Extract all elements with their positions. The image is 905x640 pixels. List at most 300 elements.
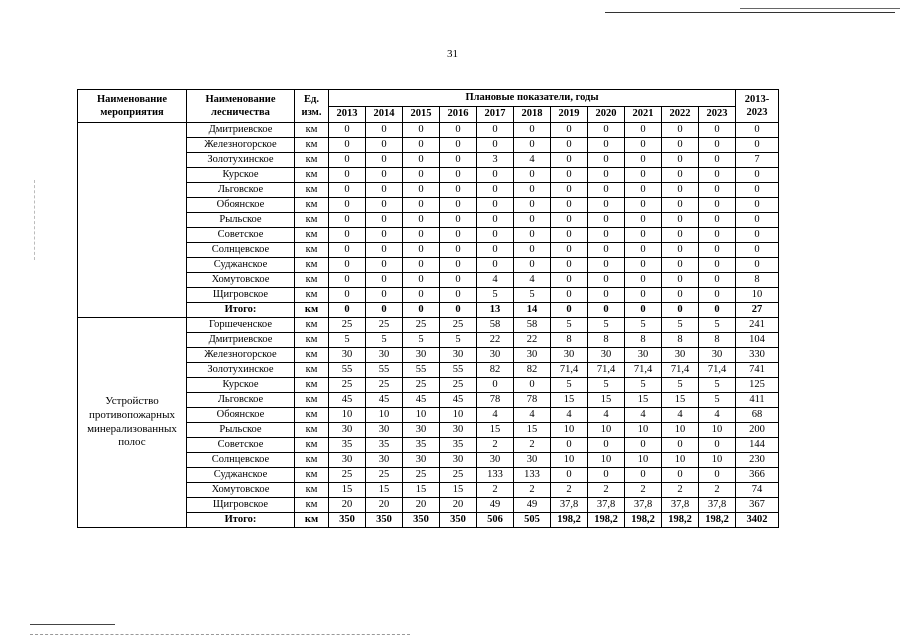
value-cell: 4 (514, 408, 551, 423)
value-cell: 133 (514, 468, 551, 483)
value-cell: 0 (662, 258, 699, 273)
value-cell: 0 (329, 183, 366, 198)
value-cell: 0 (514, 258, 551, 273)
value-cell: 10 (588, 453, 625, 468)
row-total-cell: 741 (736, 363, 779, 378)
value-cell: 0 (440, 228, 477, 243)
value-cell: 35 (403, 438, 440, 453)
value-cell: 0 (403, 288, 440, 303)
total-value-cell: 0 (625, 303, 662, 318)
forestry-name: Рыльское (187, 213, 295, 228)
value-cell: 0 (662, 288, 699, 303)
value-cell: 0 (662, 243, 699, 258)
value-cell: 30 (440, 423, 477, 438)
value-cell: 0 (588, 198, 625, 213)
forestry-name: Обоянское (187, 198, 295, 213)
value-cell: 0 (662, 213, 699, 228)
page-number: 31 (447, 48, 458, 60)
grand-total-cell: 3402 (736, 513, 779, 528)
forestry-name: Обоянское (187, 408, 295, 423)
value-cell: 0 (366, 198, 403, 213)
value-cell: 0 (551, 228, 588, 243)
total-value-cell: 198,2 (551, 513, 588, 528)
header-year: 2014 (366, 107, 403, 123)
value-cell: 10 (625, 453, 662, 468)
value-cell: 0 (329, 123, 366, 138)
value-cell: 0 (403, 123, 440, 138)
value-cell: 4 (477, 408, 514, 423)
unit-cell: км (295, 228, 329, 243)
scan-margin-marks (34, 180, 37, 260)
value-cell: 30 (403, 423, 440, 438)
value-cell: 20 (366, 498, 403, 513)
value-cell: 0 (329, 258, 366, 273)
value-cell: 2 (514, 438, 551, 453)
value-cell: 78 (477, 393, 514, 408)
value-cell: 0 (551, 288, 588, 303)
value-cell: 0 (514, 378, 551, 393)
row-total-cell: 230 (736, 453, 779, 468)
unit-cell: км (295, 198, 329, 213)
value-cell: 8 (662, 333, 699, 348)
value-cell: 0 (588, 168, 625, 183)
value-cell: 0 (699, 123, 736, 138)
value-cell: 30 (699, 348, 736, 363)
value-cell: 2 (514, 483, 551, 498)
total-value-cell: 198,2 (625, 513, 662, 528)
value-cell: 37,8 (551, 498, 588, 513)
value-cell: 4 (477, 273, 514, 288)
forestry-name: Советское (187, 438, 295, 453)
value-cell: 0 (514, 183, 551, 198)
value-cell: 30 (366, 348, 403, 363)
value-cell: 0 (551, 123, 588, 138)
value-cell: 30 (551, 348, 588, 363)
value-cell: 45 (329, 393, 366, 408)
value-cell: 0 (514, 123, 551, 138)
value-cell: 2 (662, 483, 699, 498)
value-cell: 0 (514, 138, 551, 153)
unit-cell: км (295, 213, 329, 228)
unit-cell: км (295, 303, 329, 318)
value-cell: 37,8 (699, 498, 736, 513)
header-year: 2015 (403, 107, 440, 123)
header-year: 2019 (551, 107, 588, 123)
row-total-cell: 10 (736, 288, 779, 303)
unit-cell: км (295, 438, 329, 453)
row-total-cell: 0 (736, 123, 779, 138)
value-cell: 0 (662, 438, 699, 453)
value-cell: 0 (366, 273, 403, 288)
value-cell: 10 (440, 408, 477, 423)
unit-cell: км (295, 468, 329, 483)
forestry-name: Льговское (187, 393, 295, 408)
value-cell: 5 (440, 333, 477, 348)
value-cell: 8 (625, 333, 662, 348)
value-cell: 71,4 (662, 363, 699, 378)
forestry-name: Рыльское (187, 423, 295, 438)
value-cell: 25 (366, 468, 403, 483)
value-cell: 30 (662, 348, 699, 363)
activity-name: Устройство противопожарных минерализованных полос (78, 318, 187, 528)
total-value-cell: 350 (403, 513, 440, 528)
value-cell: 0 (366, 243, 403, 258)
value-cell: 5 (551, 378, 588, 393)
value-cell: 2 (625, 483, 662, 498)
value-cell: 2 (588, 483, 625, 498)
value-cell: 0 (477, 123, 514, 138)
value-cell: 0 (514, 198, 551, 213)
forestry-name: Золотухинское (187, 153, 295, 168)
value-cell: 0 (440, 273, 477, 288)
unit-cell: км (295, 513, 329, 528)
value-cell: 5 (699, 393, 736, 408)
value-cell: 10 (662, 453, 699, 468)
value-cell: 0 (699, 168, 736, 183)
header-forestry: Наименование лесничества (187, 90, 295, 123)
value-cell: 0 (366, 183, 403, 198)
value-cell: 0 (440, 258, 477, 273)
value-cell: 0 (662, 468, 699, 483)
value-cell: 0 (699, 438, 736, 453)
value-cell: 30 (403, 348, 440, 363)
value-cell: 0 (662, 153, 699, 168)
value-cell: 55 (366, 363, 403, 378)
value-cell: 0 (477, 213, 514, 228)
forestry-name: Дмитриевское (187, 123, 295, 138)
value-cell: 0 (329, 228, 366, 243)
value-cell: 0 (403, 273, 440, 288)
value-cell: 5 (625, 318, 662, 333)
unit-cell: км (295, 408, 329, 423)
total-value-cell: 0 (551, 303, 588, 318)
value-cell: 30 (440, 453, 477, 468)
value-cell: 10 (551, 453, 588, 468)
value-cell: 22 (514, 333, 551, 348)
value-cell: 0 (588, 258, 625, 273)
header-year: 2020 (588, 107, 625, 123)
value-cell: 0 (588, 273, 625, 288)
unit-cell: км (295, 288, 329, 303)
value-cell: 25 (403, 378, 440, 393)
value-cell: 0 (329, 288, 366, 303)
value-cell: 0 (366, 258, 403, 273)
value-cell: 4 (514, 273, 551, 288)
total-value-cell: 198,2 (662, 513, 699, 528)
total-value-cell: 14 (514, 303, 551, 318)
value-cell: 5 (699, 378, 736, 393)
unit-cell: км (295, 393, 329, 408)
value-cell: 0 (329, 273, 366, 288)
value-cell: 0 (366, 123, 403, 138)
value-cell: 15 (662, 393, 699, 408)
value-cell: 0 (699, 138, 736, 153)
value-cell: 45 (403, 393, 440, 408)
value-cell: 5 (625, 378, 662, 393)
row-total-cell: 74 (736, 483, 779, 498)
value-cell: 10 (551, 423, 588, 438)
value-cell: 30 (440, 348, 477, 363)
value-cell: 25 (366, 378, 403, 393)
total-value-cell: 0 (699, 303, 736, 318)
value-cell: 0 (403, 258, 440, 273)
value-cell: 0 (662, 168, 699, 183)
header-activity: Наименование мероприятия (78, 90, 187, 123)
header-plan-title: Плановые показатели, годы (329, 90, 736, 107)
value-cell: 0 (366, 288, 403, 303)
unit-cell: км (295, 273, 329, 288)
value-cell: 10 (403, 408, 440, 423)
value-cell: 0 (625, 468, 662, 483)
value-cell: 0 (329, 153, 366, 168)
row-total-cell: 0 (736, 213, 779, 228)
header-year: 2016 (440, 107, 477, 123)
row-total-cell: 0 (736, 183, 779, 198)
row-total-cell: 366 (736, 468, 779, 483)
header-year: 2023 (699, 107, 736, 123)
value-cell: 0 (625, 198, 662, 213)
scan-edge-line (605, 12, 895, 13)
value-cell: 0 (699, 288, 736, 303)
row-total-cell: 68 (736, 408, 779, 423)
value-cell: 20 (329, 498, 366, 513)
value-cell: 0 (551, 153, 588, 168)
forestry-name: Солнцевское (187, 243, 295, 258)
value-cell: 5 (514, 288, 551, 303)
value-cell: 0 (477, 168, 514, 183)
value-cell: 0 (699, 183, 736, 198)
value-cell: 0 (551, 138, 588, 153)
value-cell: 0 (366, 228, 403, 243)
value-cell: 0 (625, 168, 662, 183)
row-total-cell: 104 (736, 333, 779, 348)
row-total-cell: 0 (736, 258, 779, 273)
unit-cell: км (295, 483, 329, 498)
value-cell: 0 (662, 228, 699, 243)
activity-name (78, 123, 187, 318)
value-cell: 2 (477, 438, 514, 453)
value-cell: 0 (588, 213, 625, 228)
value-cell: 82 (514, 363, 551, 378)
unit-cell: км (295, 243, 329, 258)
value-cell: 25 (440, 468, 477, 483)
unit-cell: км (295, 123, 329, 138)
value-cell: 0 (588, 228, 625, 243)
forestry-name: Суджанское (187, 258, 295, 273)
unit-cell: км (295, 378, 329, 393)
value-cell: 15 (366, 483, 403, 498)
total-value-cell: 505 (514, 513, 551, 528)
value-cell: 0 (551, 213, 588, 228)
value-cell: 25 (329, 318, 366, 333)
value-cell: 0 (477, 183, 514, 198)
total-value-cell: 350 (440, 513, 477, 528)
value-cell: 5 (662, 318, 699, 333)
value-cell: 30 (477, 453, 514, 468)
value-cell: 30 (588, 348, 625, 363)
value-cell: 0 (403, 213, 440, 228)
value-cell: 0 (514, 228, 551, 243)
row-total-cell: 330 (736, 348, 779, 363)
value-cell: 0 (699, 213, 736, 228)
value-cell: 71,4 (699, 363, 736, 378)
total-value-cell: 350 (329, 513, 366, 528)
total-value-cell: 13 (477, 303, 514, 318)
value-cell: 0 (551, 243, 588, 258)
value-cell: 4 (551, 408, 588, 423)
forestry-name: Железногорское (187, 348, 295, 363)
value-cell: 0 (551, 273, 588, 288)
value-cell: 5 (551, 318, 588, 333)
value-cell: 0 (477, 228, 514, 243)
forestry-name: Дмитриевское (187, 333, 295, 348)
unit-cell: км (295, 168, 329, 183)
value-cell: 35 (366, 438, 403, 453)
unit-cell: км (295, 348, 329, 363)
row-total-cell: 367 (736, 498, 779, 513)
scan-edge-line (30, 624, 115, 625)
value-cell: 0 (699, 258, 736, 273)
forestry-name: Щигровское (187, 288, 295, 303)
value-cell: 45 (440, 393, 477, 408)
value-cell: 0 (625, 438, 662, 453)
value-cell: 30 (366, 423, 403, 438)
value-cell: 0 (551, 258, 588, 273)
value-cell: 0 (329, 213, 366, 228)
value-cell: 0 (551, 198, 588, 213)
value-cell: 58 (477, 318, 514, 333)
value-cell: 30 (403, 453, 440, 468)
value-cell: 0 (625, 288, 662, 303)
value-cell: 25 (366, 318, 403, 333)
forestry-name: Хомутовское (187, 483, 295, 498)
unit-cell: км (295, 258, 329, 273)
row-total-cell: 0 (736, 243, 779, 258)
value-cell: 10 (662, 423, 699, 438)
table-row (78, 318, 779, 333)
value-cell: 20 (403, 498, 440, 513)
forestry-name: Солнцевское (187, 453, 295, 468)
value-cell: 10 (625, 423, 662, 438)
value-cell: 0 (440, 213, 477, 228)
unit-cell: км (295, 153, 329, 168)
value-cell: 0 (477, 258, 514, 273)
value-cell: 30 (329, 453, 366, 468)
unit-cell: км (295, 498, 329, 513)
value-cell: 25 (440, 378, 477, 393)
value-cell: 0 (662, 183, 699, 198)
plan-table (77, 89, 779, 528)
value-cell: 0 (662, 123, 699, 138)
value-cell: 30 (477, 348, 514, 363)
value-cell: 0 (403, 138, 440, 153)
value-cell: 0 (440, 198, 477, 213)
value-cell: 30 (514, 453, 551, 468)
value-cell: 8 (699, 333, 736, 348)
value-cell: 0 (625, 243, 662, 258)
value-cell: 0 (699, 243, 736, 258)
value-cell: 4 (588, 408, 625, 423)
value-cell: 5 (366, 333, 403, 348)
value-cell: 25 (403, 468, 440, 483)
value-cell: 0 (625, 213, 662, 228)
value-cell: 4 (699, 408, 736, 423)
value-cell: 2 (699, 483, 736, 498)
value-cell: 0 (477, 198, 514, 213)
value-cell: 82 (477, 363, 514, 378)
value-cell: 0 (366, 213, 403, 228)
value-cell: 0 (477, 138, 514, 153)
value-cell: 4 (625, 408, 662, 423)
table-row (78, 123, 779, 138)
value-cell: 49 (477, 498, 514, 513)
value-cell: 0 (477, 243, 514, 258)
value-cell: 133 (477, 468, 514, 483)
value-cell: 0 (329, 168, 366, 183)
row-total-cell: 411 (736, 393, 779, 408)
value-cell: 10 (588, 423, 625, 438)
value-cell: 2 (477, 483, 514, 498)
forestry-name: Золотухинское (187, 363, 295, 378)
value-cell: 0 (366, 138, 403, 153)
forestry-name: Щигровское (187, 498, 295, 513)
value-cell: 0 (440, 288, 477, 303)
forestry-name: Курское (187, 378, 295, 393)
value-cell: 0 (477, 378, 514, 393)
header-year: 2017 (477, 107, 514, 123)
grand-total-cell: 27 (736, 303, 779, 318)
value-cell: 0 (440, 153, 477, 168)
value-cell: 5 (403, 333, 440, 348)
value-cell: 71,4 (588, 363, 625, 378)
row-total-cell: 200 (736, 423, 779, 438)
value-cell: 0 (588, 288, 625, 303)
forestry-name: Льговское (187, 183, 295, 198)
value-cell: 58 (514, 318, 551, 333)
value-cell: 5 (588, 378, 625, 393)
unit-cell: км (295, 138, 329, 153)
row-total-cell: 125 (736, 378, 779, 393)
value-cell: 37,8 (625, 498, 662, 513)
value-cell: 0 (440, 168, 477, 183)
value-cell: 0 (403, 243, 440, 258)
header-year: 2021 (625, 107, 662, 123)
row-total-cell: 0 (736, 228, 779, 243)
total-value-cell: 0 (440, 303, 477, 318)
value-cell: 0 (440, 183, 477, 198)
value-cell: 0 (403, 153, 440, 168)
value-cell: 0 (699, 273, 736, 288)
value-cell: 45 (366, 393, 403, 408)
value-cell: 0 (588, 243, 625, 258)
value-cell: 8 (588, 333, 625, 348)
value-cell: 15 (588, 393, 625, 408)
value-cell: 35 (329, 438, 366, 453)
value-cell: 55 (329, 363, 366, 378)
value-cell: 0 (514, 243, 551, 258)
header-year: 2018 (514, 107, 551, 123)
value-cell: 10 (329, 408, 366, 423)
value-cell: 15 (514, 423, 551, 438)
row-total-cell: 0 (736, 138, 779, 153)
value-cell: 0 (403, 168, 440, 183)
value-cell: 0 (514, 213, 551, 228)
header-total: 2013-2023 (736, 90, 779, 123)
forestry-name: Советское (187, 228, 295, 243)
value-cell: 3 (477, 153, 514, 168)
value-cell: 15 (440, 483, 477, 498)
value-cell: 0 (625, 273, 662, 288)
